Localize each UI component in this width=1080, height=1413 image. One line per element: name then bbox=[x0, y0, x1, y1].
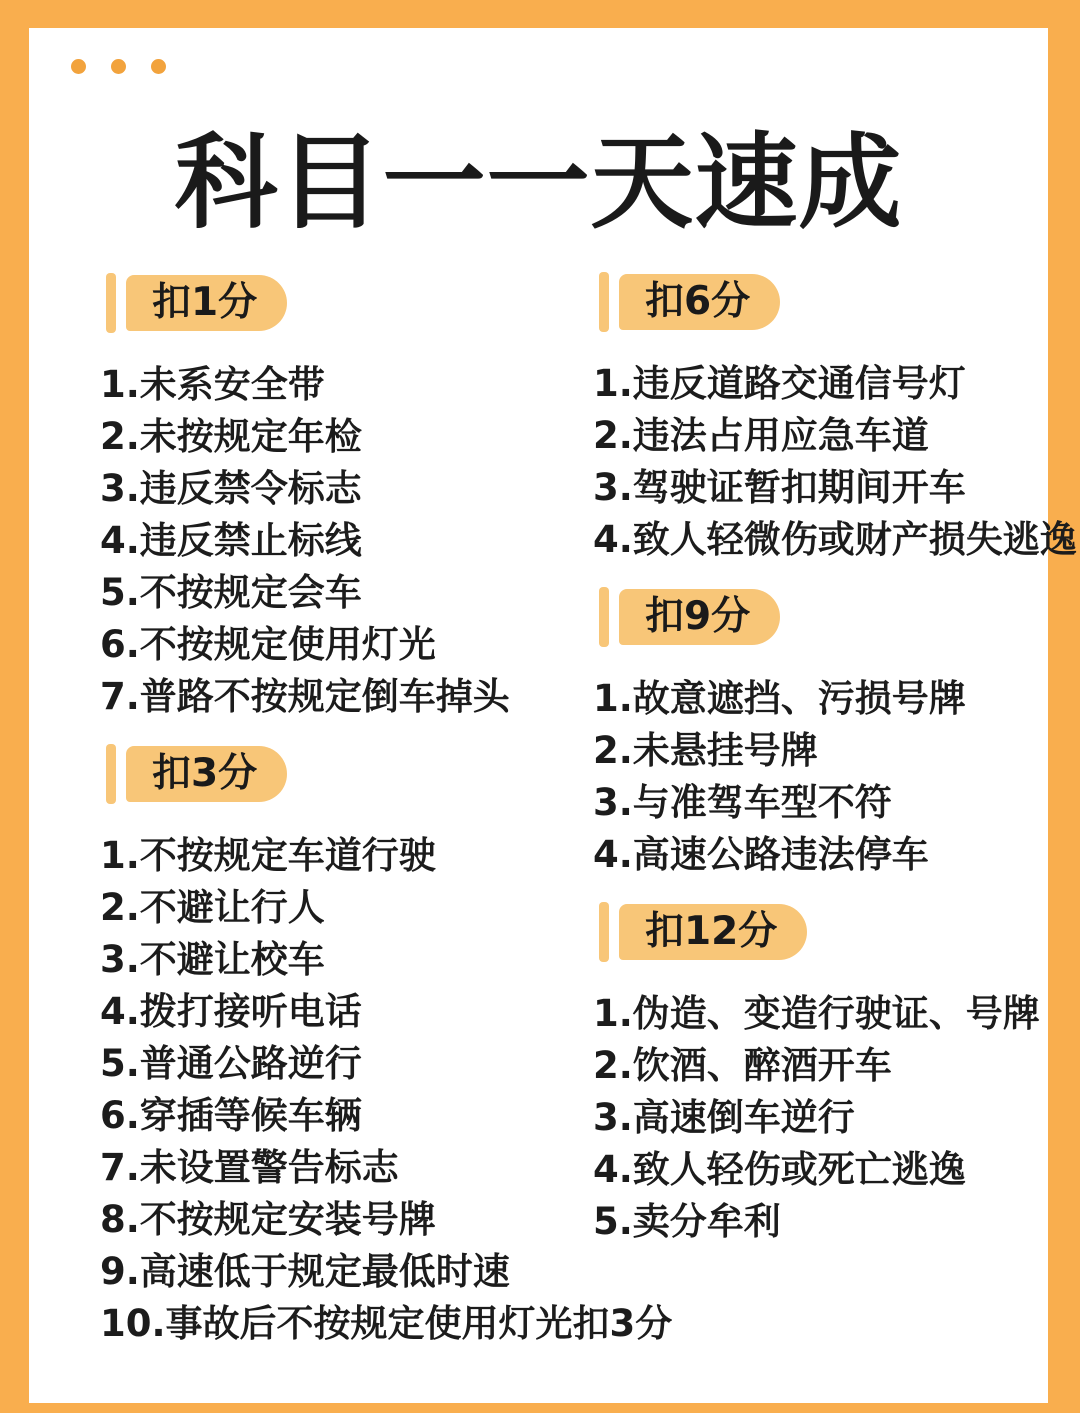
section-deduct-12-points bbox=[593, 902, 1053, 1248]
list-item: 4.违反禁止标线 bbox=[100, 519, 362, 562]
list-item: 2.不避让行人 bbox=[100, 886, 325, 929]
violation-list bbox=[593, 673, 1053, 881]
column-left bbox=[100, 273, 673, 1350]
list-item: 2.未悬挂号牌 bbox=[593, 729, 818, 772]
list-item: 5.不按规定会车 bbox=[100, 571, 362, 614]
list-item: 2.未按规定年检 bbox=[100, 415, 362, 458]
list-item: 4.致人轻伤或死亡逃逸 bbox=[593, 1148, 966, 1191]
section-header bbox=[100, 744, 570, 804]
section-header bbox=[100, 273, 570, 333]
list-item: 7.普路不按规定倒车掉头 bbox=[100, 675, 510, 718]
badge-accent-bar bbox=[599, 587, 609, 647]
section-header bbox=[593, 272, 1053, 332]
badge-accent-bar bbox=[599, 902, 609, 962]
list-item: 1.未系安全带 bbox=[100, 363, 325, 406]
list-item: 6.穿插等候车辆 bbox=[100, 1094, 362, 1137]
list-item: 1.违反道路交通信号灯 bbox=[593, 362, 966, 405]
list-item: 3.高速倒车逆行 bbox=[593, 1096, 855, 1139]
section-badge: 扣6分 bbox=[619, 274, 780, 330]
section-header bbox=[593, 587, 1053, 647]
list-item: 7.未设置警告标志 bbox=[100, 1146, 399, 1189]
section-deduct-1-point bbox=[100, 273, 570, 723]
violation-list bbox=[100, 359, 570, 723]
section-badge: 扣3分 bbox=[126, 746, 287, 802]
page-title: 科目一一天速成 bbox=[174, 123, 903, 243]
badge-accent-bar bbox=[599, 272, 609, 332]
violation-list bbox=[100, 830, 673, 1350]
dot-icon bbox=[151, 59, 166, 74]
section-deduct-9-points bbox=[593, 587, 1053, 881]
content-card bbox=[29, 28, 1077, 1403]
section-deduct-3-points bbox=[100, 744, 673, 1350]
column-right bbox=[593, 272, 1077, 1248]
list-item: 4.高速公路违法停车 bbox=[593, 833, 929, 876]
list-item: 2.违法占用应急车道 bbox=[593, 414, 929, 457]
decor-dots bbox=[71, 59, 166, 74]
list-item: 5.普通公路逆行 bbox=[100, 1042, 362, 1085]
list-item: 5.卖分牟利 bbox=[593, 1200, 781, 1243]
section-deduct-6-points bbox=[593, 272, 1077, 566]
section-header bbox=[593, 902, 1053, 962]
violation-list bbox=[593, 358, 1077, 566]
list-item: 4.致人轻微伤或财产损失逃逸 bbox=[593, 518, 1077, 561]
list-item: 1.故意遮挡、污损号牌 bbox=[593, 677, 966, 720]
section-badge: 扣9分 bbox=[619, 589, 780, 645]
list-item: 8.不按规定安装号牌 bbox=[100, 1198, 436, 1241]
badge-accent-bar bbox=[106, 744, 116, 804]
section-badge: 扣1分 bbox=[126, 275, 287, 331]
list-item: 2.饮酒、醉酒开车 bbox=[593, 1044, 892, 1087]
list-item: 1.不按规定车道行驶 bbox=[100, 834, 436, 877]
list-item: 6.不按规定使用灯光 bbox=[100, 623, 436, 666]
list-item: 10.事故后不按规定使用灯光扣3分 bbox=[100, 1302, 673, 1345]
dot-icon bbox=[71, 59, 86, 74]
list-item: 3.与准驾车型不符 bbox=[593, 781, 892, 824]
dot-icon bbox=[111, 59, 126, 74]
section-badge: 扣12分 bbox=[619, 904, 807, 960]
violation-list bbox=[593, 988, 1053, 1248]
list-item: 4.拨打接听电话 bbox=[100, 990, 362, 1033]
list-item: 1.伪造、变造行驶证、号牌 bbox=[593, 992, 1040, 1035]
list-item: 3.不避让校车 bbox=[100, 938, 325, 981]
list-item: 9.高速低于规定最低时速 bbox=[100, 1250, 510, 1293]
list-item: 3.违反禁令标志 bbox=[100, 467, 362, 510]
list-item: 3.驾驶证暂扣期间开车 bbox=[593, 466, 966, 509]
badge-accent-bar bbox=[106, 273, 116, 333]
